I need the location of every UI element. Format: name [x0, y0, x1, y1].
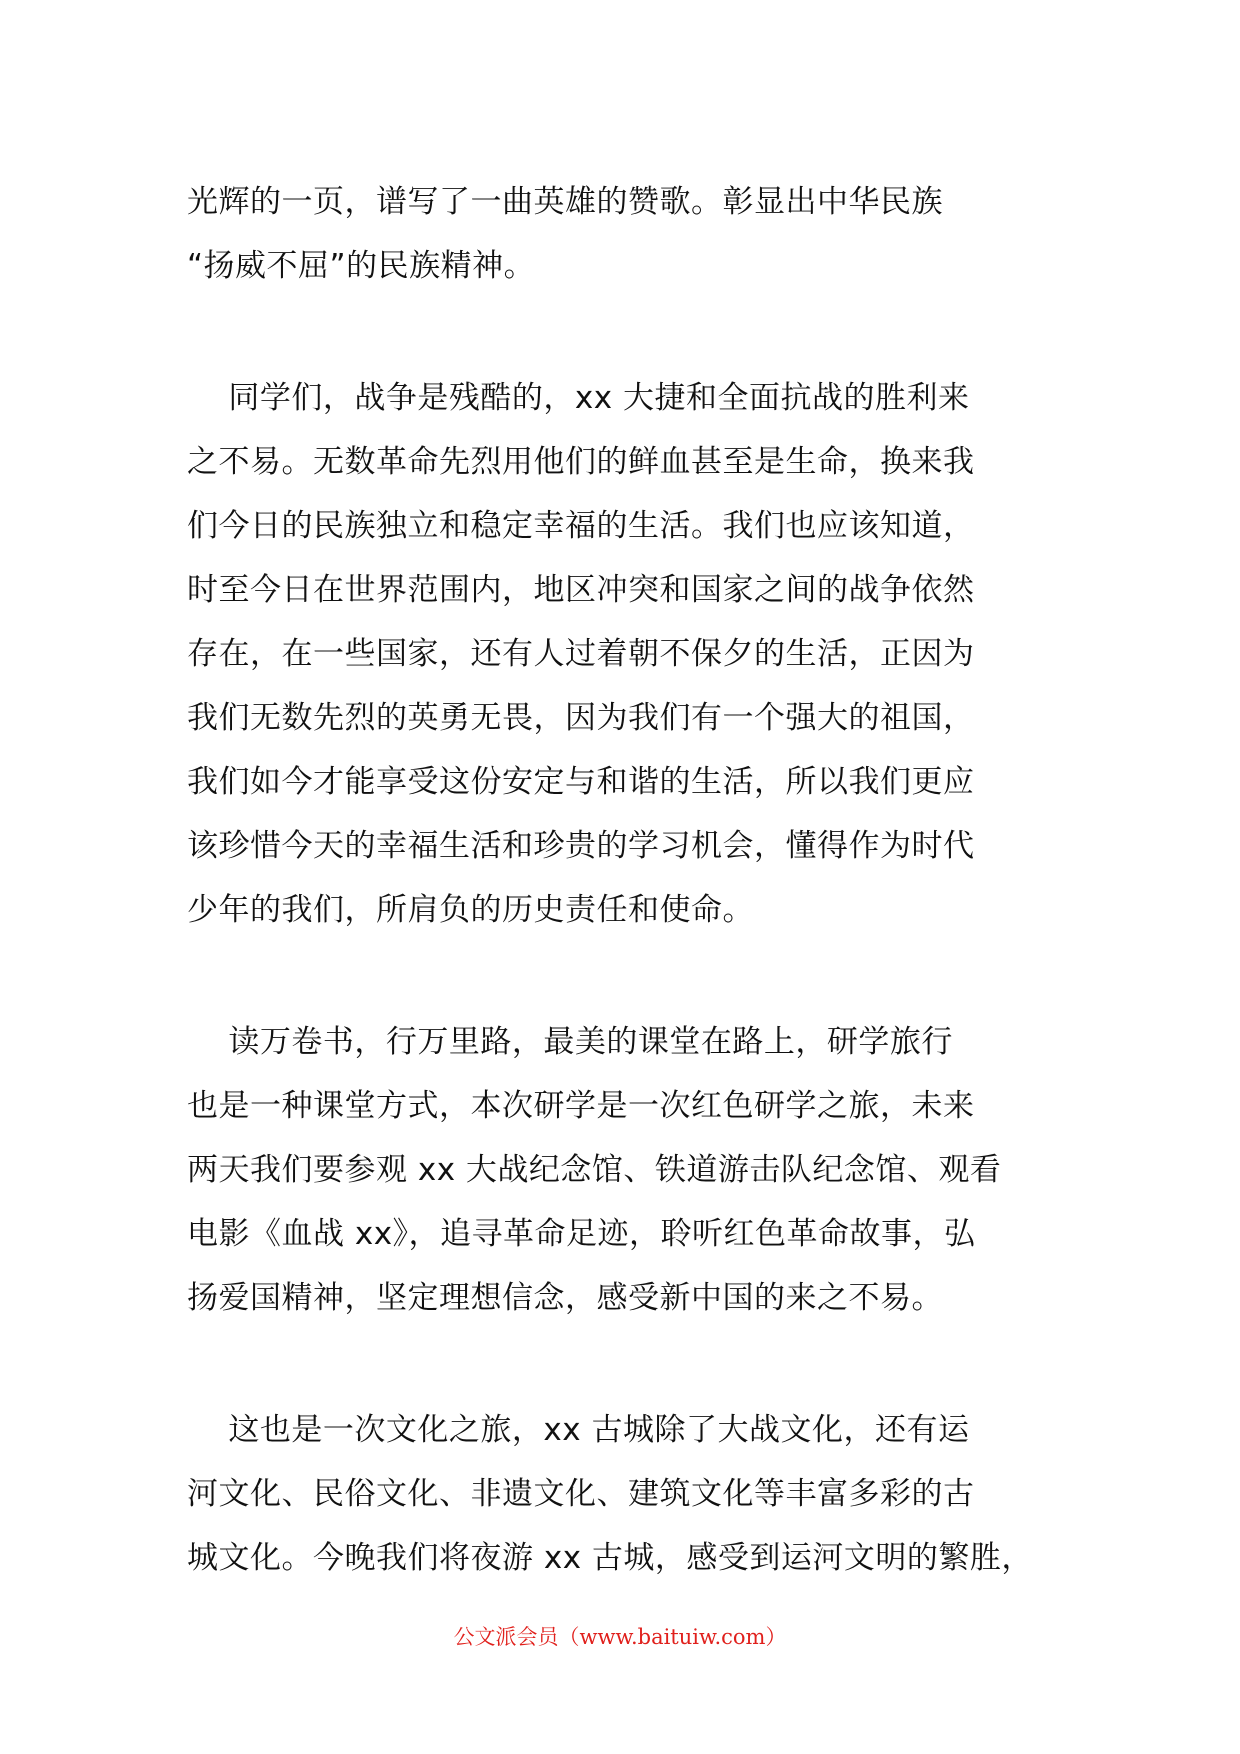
paragraph-2: [187, 366, 1057, 942]
text-line: 少年的我们，所肩负的历史责任和使命。: [187, 892, 754, 928]
paragraph-1: [187, 170, 1057, 298]
text-line: 该珍惜今天的幸福生活和珍贵的学习机会，懂得作为时代: [187, 828, 975, 864]
text-line: 同学们，战争是残酷的，xx 大捷和全面抗战的胜利来: [187, 380, 970, 416]
text-line: 这也是一次文化之旅，xx 古城除了大战文化，还有运: [187, 1412, 970, 1448]
text-line: 城文化。今晚我们将夜游 xx 古城，感受到运河文明的繁胜，: [187, 1540, 1033, 1576]
document-body: [187, 170, 1057, 1590]
text-line: 电影《血战 xx》，追寻革命足迹，聆听红色革命故事，弘: [187, 1216, 976, 1252]
text-line: 也是一种课堂方式，本次研学是一次红色研学之旅，未来: [187, 1088, 975, 1124]
text-line: 时至今日在世界范围内，地区冲突和国家之间的战争依然: [187, 572, 975, 608]
paragraph-3: [187, 1010, 1057, 1330]
text-line: 之不易。无数革命先烈用他们的鲜血甚至是生命，换来我: [187, 444, 975, 480]
footer-watermark: 公文派会员（www.baituiw.com）: [453, 1625, 787, 1649]
text-line: 我们如今才能享受这份安定与和谐的生活，所以我们更应: [187, 764, 975, 800]
text-line: 们今日的民族独立和稳定幸福的生活。我们也应该知道，: [187, 508, 975, 544]
text-line: 我们无数先烈的英勇无畏，因为我们有一个强大的祖国，: [187, 700, 975, 736]
text-line: 光辉的一页，谱写了一曲英雄的赞歌。彰显出中华民族: [187, 184, 943, 220]
paragraph-4: [187, 1398, 1057, 1590]
text-line: “扬威不屈”的民族精神。: [187, 248, 536, 284]
text-line: 存在，在一些国家，还有人过着朝不保夕的生活，正因为: [187, 636, 975, 672]
text-line: 河文化、民俗文化、非遗文化、建筑文化等丰富多彩的古: [187, 1476, 975, 1512]
text-line: 两天我们要参观 xx 大战纪念馆、铁道游击队纪念馆、观看: [187, 1152, 1002, 1188]
text-line: 读万卷书，行万里路，最美的课堂在路上，研学旅行: [187, 1024, 953, 1060]
text-line: 扬爱国精神，坚定理想信念，感受新中国的来之不易。: [187, 1280, 943, 1316]
